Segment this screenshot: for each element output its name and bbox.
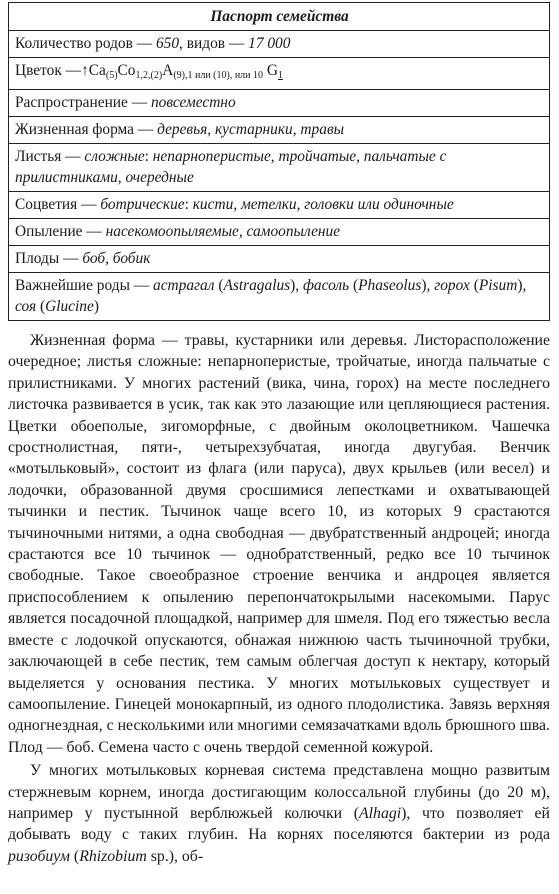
- gynoecium-symbol: G: [266, 62, 279, 79]
- fruits-value: боб, бобик: [82, 250, 151, 267]
- calyx-count: (5): [105, 70, 118, 81]
- genus-glycine-latin: Glucine: [45, 298, 94, 315]
- inflorescence-type: ботрические: [100, 196, 185, 213]
- paren-close: ): [290, 277, 296, 294]
- passport-row-leaves: [9, 144, 550, 192]
- paren-open: (: [36, 298, 46, 315]
- passport-row-pollination: [9, 219, 550, 246]
- genera-count: 650: [155, 35, 180, 52]
- genus-astragalus: астрагал: [153, 277, 215, 294]
- life-form-value: деревья, кустарники, травы: [157, 121, 345, 138]
- paragraph-root-text-c: (: [69, 847, 80, 865]
- inflorescence-separator: :: [184, 196, 193, 213]
- genus-phaseolus: фасоль: [303, 277, 350, 294]
- flower-label: Цветок —: [15, 62, 82, 79]
- passport-row-life-form: [9, 117, 550, 144]
- genus-rhizobium-russian: ризобиум: [8, 847, 70, 865]
- inflorescence-details: кисти, метелки, головки или одиночные: [192, 196, 454, 213]
- paragraph-root-text-d: sp.), об-: [146, 847, 204, 865]
- family-passport-table: [8, 2, 550, 321]
- leaves-separator: :: [144, 148, 153, 165]
- corolla-symbol: Co: [117, 62, 136, 79]
- body-text: [8, 330, 550, 867]
- paren-open: (: [469, 277, 479, 294]
- gynoecium-count: 1: [278, 70, 284, 81]
- main-genera-label: Важнейшие роды —: [15, 277, 154, 294]
- passport-row-fruits: [9, 246, 550, 273]
- genus-astragalus-latin: Astragalus: [223, 277, 291, 294]
- leaves-label: Листья —: [15, 148, 85, 165]
- fruits-label: Плоды —: [15, 250, 83, 267]
- paragraph-root-text-a: У многих мотыльковых корневая система представлена мощно развитым стержневым корнем, иногда достигающим колоссальной глубины (до 20 м), например у пустынной верблюжьей колючки (: [8, 762, 550, 822]
- passport-row-distribution: [9, 90, 550, 117]
- passport-row-main-genera: [9, 273, 550, 321]
- calyx-symbol: Ca: [88, 62, 106, 79]
- comma: ,: [426, 277, 435, 294]
- paren-open: (: [214, 277, 224, 294]
- inflorescence-label: Соцветия —: [15, 196, 101, 213]
- corolla-count: 1,2,(2): [135, 70, 163, 81]
- passport-header-row: [9, 3, 550, 31]
- species-label: , видов —: [179, 35, 249, 52]
- comma: ,: [522, 277, 527, 294]
- passport-title: Паспорт семейства: [9, 3, 550, 31]
- androecium-count: (9),1 или (10), или 10: [173, 70, 264, 81]
- paren-close: ): [93, 298, 99, 315]
- paren-open: (: [349, 277, 359, 294]
- paren-close: ): [517, 277, 523, 294]
- pollination-label: Опыление —: [15, 223, 106, 240]
- distribution-label: Распространение —: [15, 94, 151, 111]
- species-count: 17 000: [248, 35, 291, 52]
- genus-phaseolus-latin: Phaseolus: [358, 277, 422, 294]
- genus-alhagi-latin: Alhagi: [359, 804, 402, 822]
- genus-pisum-latin: Pisum: [478, 277, 518, 294]
- leaves-details: непарноперистые, тройчатые, пальчатые с прилистниками, очередные: [15, 148, 447, 186]
- paragraph-root-system: [8, 760, 550, 867]
- passport-row-genera-count: [9, 31, 550, 58]
- androecium-symbol: A: [162, 62, 174, 79]
- passport-row-inflorescence: [9, 192, 550, 219]
- pollination-value: насекомоопыляемые, самоопыление: [105, 223, 341, 240]
- genus-rhizobium-latin: Rhizobium: [79, 847, 147, 865]
- distribution-value: повсеместно: [150, 94, 236, 111]
- comma: ,: [295, 277, 303, 294]
- genera-label: Количество родов —: [15, 35, 156, 52]
- zygomorphic-symbol: ↑: [81, 62, 89, 79]
- paragraph-morphology: Жизненная форма — травы, кустарники или деревья. Листорасположение очередное; листья сложные: непарноперистые, тройчатые, иногда пальчатые с прилистниками. У многих растений (вика, чина, горох) на месте последнего листочка развивается в усик, так как это лазающие или цепляющиеся растения. Цветки обоеполые, зигоморфные, с двойным околоцветником. Чашечка сростнолистная, пяти-, четырехзубчатая, иногда двугубая. Венчик «мотыльковый», состоит из флага (или паруса), двух крыльев (или весел) и лодочки, образованной двумя сросшимися лепестками и охватывающей тычинки и пестик. Тычинок чаще всего 10, из которых 9 срастаются тычиночными нитями, а одна свободная — двубратственный андроцей; иногда срастаются все 10 тычинок — однобратственный, редко все 10 тычинок свободные. Такое своеобразное строение венчика и андроцея является приспособлением к опылению перепончатокрылыми насекомыми. Парус является посадочной площадкой, например для шмеля. Под его тяжестью весла вместе с лодочкой опускаются, обнажая нижнюю часть тычиночной трубки, заключающей в себе пестик, тем самым облегчая доступ к нектару, который выделяется у основания пестика. У многих мотыльковых существует и самоопыление. Гинецей монокарпный, из одного плодолистика. Завязь верхняя одногнездная, с несколькими или многими семязачатками вдоль брюшного шва. Плод — боб. Семена часто с очень твердой семенной кожурой.: [8, 332, 550, 756]
- genus-glycine: соя: [15, 298, 37, 315]
- paragraph-root-text-b: ), что позволяет ей добывать воду с таких глубин. На корнях поселяются бактерии из рода: [8, 804, 550, 844]
- paren-close: ): [421, 277, 427, 294]
- passport-row-flower-formula: [9, 58, 550, 90]
- genus-pisum: горох: [434, 277, 470, 294]
- leaves-type: сложные: [84, 148, 145, 165]
- life-form-label: Жизненная форма —: [15, 121, 158, 138]
